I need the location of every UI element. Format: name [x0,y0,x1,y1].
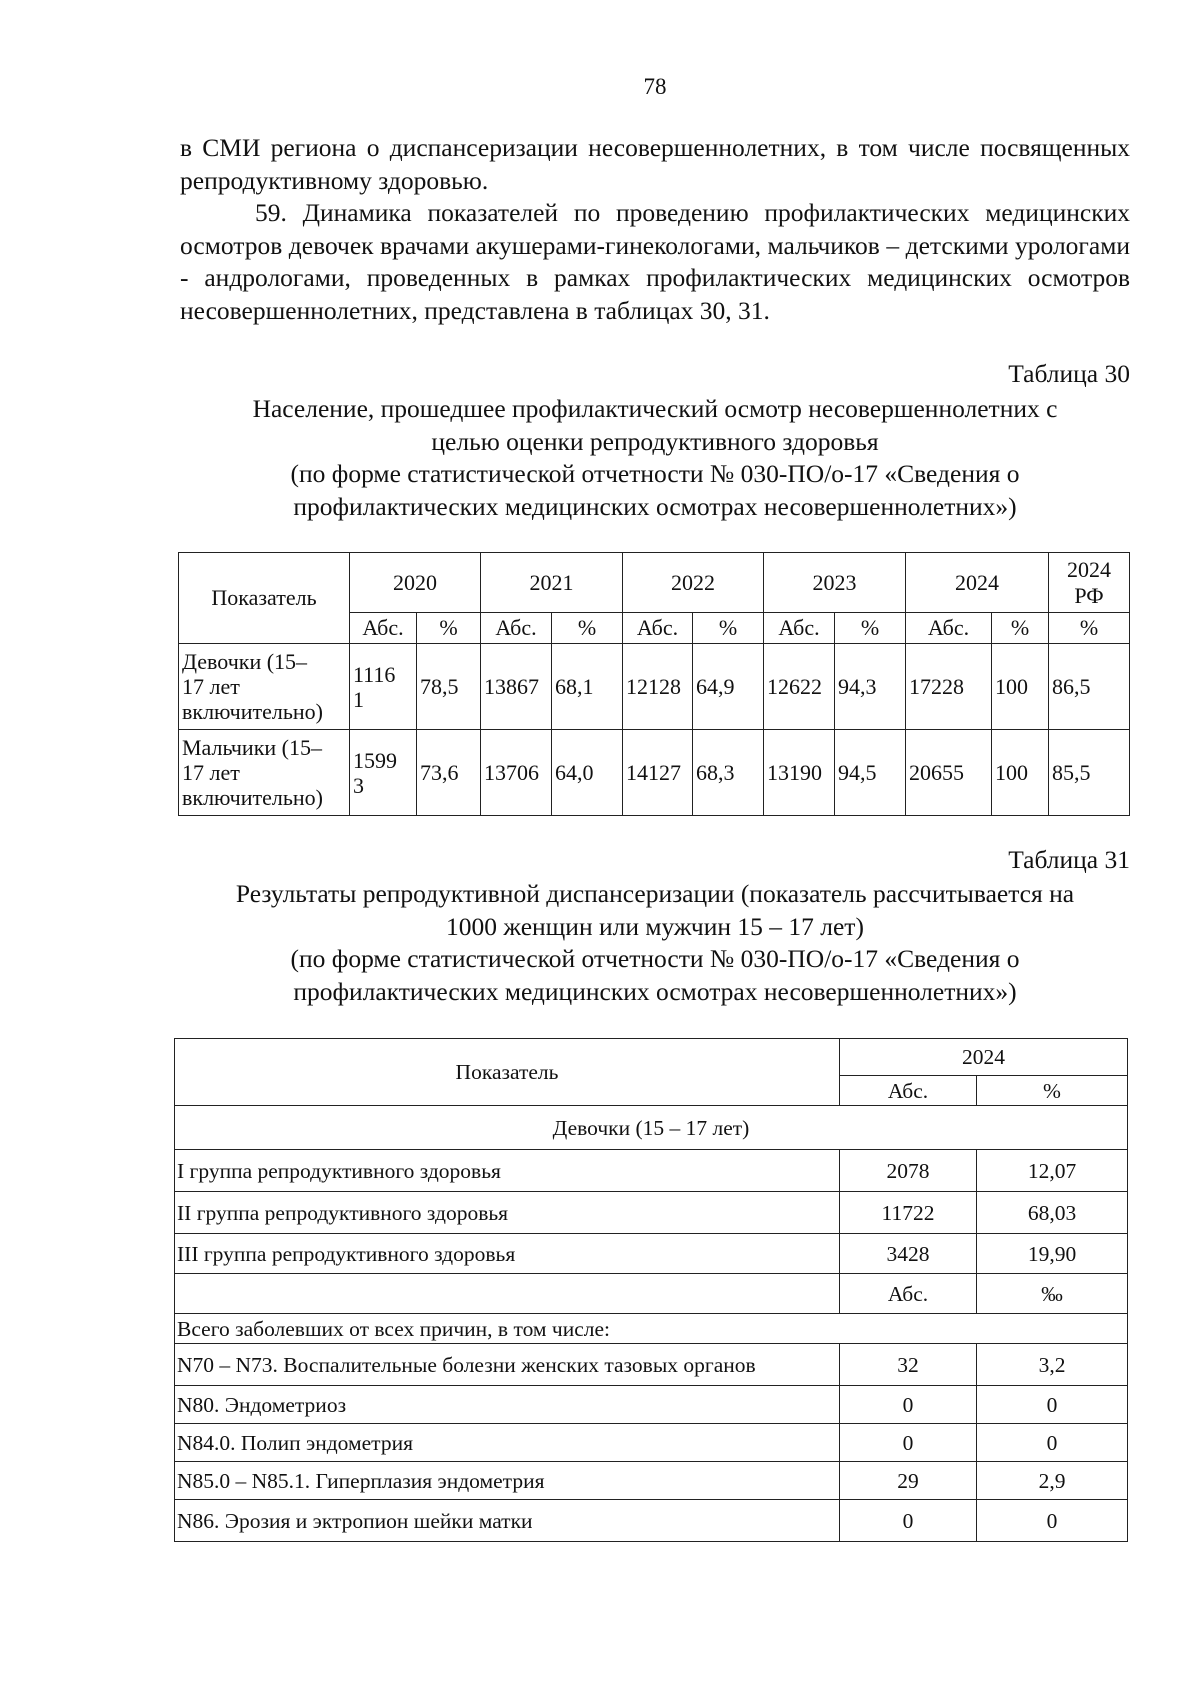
table-cell: 3,2 [977,1344,1128,1386]
caption-line: профилактических медицинских осмотрах несовершеннолетних») [293,976,1017,1006]
row-label-girls [179,644,350,730]
header-abs: Абс. [350,613,417,644]
row-label: N86. Эрозия и эктропион шейки матки [175,1500,840,1542]
caption-line: профилактических медицинских осмотрах несовершеннолетних») [293,491,1017,521]
table-cell: 0 [977,1424,1128,1462]
header-year: 2020 [350,553,481,613]
header-pct: % [552,613,623,644]
header-abs: Абс. [764,613,835,644]
table-30-caption [150,393,1160,523]
cell-abs-2020 [350,730,417,816]
header-rf [1049,553,1130,613]
header-abs: Абс. [481,613,552,644]
header-pct: % [992,613,1049,644]
table-cell: 13706 [481,730,552,816]
header-pct: % [1049,613,1130,644]
table-cell: 78,5 [417,644,481,730]
row-label-line: включительно) [182,699,323,724]
row-label: N80. Эндометриоз [175,1386,840,1424]
table-31-caption [150,878,1160,1008]
header-year: 2021 [481,553,623,613]
header-pct: % [693,613,764,644]
caption-line: Результаты репродуктивной диспансеризации (показатель рассчитывается на [235,879,1075,908]
table-row [179,644,1130,730]
paragraph-intro: в СМИ региона о диспансеризации несовершеннолетних, в том числе посвященных репродуктивному здоровью. [180,133,1130,195]
cell-line: 3 [353,772,364,798]
table-cell: 14127 [623,730,693,816]
header-pct: % [977,1076,1128,1106]
subheader-permille: ‰ [977,1274,1128,1314]
table-cell: 12128 [623,644,693,730]
header-abs: Абс. [623,613,693,644]
caption-line: 1000 женщин или мужчин 15 – 17 лет) [446,911,864,941]
subheader-abs: Абс. [840,1274,977,1314]
caption-line: (по форме статистической отчетности № 030-ПО/о-17 «Сведения о [290,944,1020,973]
table-cell: 94,3 [835,644,906,730]
table-cell: 13190 [764,730,835,816]
table-cell: 2,9 [977,1462,1128,1500]
table-31 [174,1038,1128,1542]
table-31-label: Таблица 31 [1008,845,1130,874]
table-row [175,1150,1128,1192]
table-cell: 11722 [840,1192,977,1234]
row-label-line: 17 лет [182,674,240,699]
table-cell: 68,3 [693,730,764,816]
row-label-boys [179,730,350,816]
table-cell: 12622 [764,644,835,730]
table-row [175,1192,1128,1234]
header-pct: % [835,613,906,644]
header-indicator: Показатель [179,553,350,644]
row-label-line: включительно) [182,785,323,810]
table-cell: 17228 [906,644,992,730]
table-cell: 0 [840,1386,977,1424]
row-label-line: Девочки (15– [182,649,308,674]
table-row [175,1344,1128,1386]
table-row [175,1274,1128,1314]
table-cell: 86,5 [1049,644,1130,730]
cell-abs-2020 [350,644,417,730]
table-row [175,1234,1128,1274]
table-row [175,1500,1128,1542]
table-30 [178,552,1130,816]
header-abs: Абс. [840,1076,977,1106]
header-indicator: Показатель [175,1039,840,1106]
table-30-label: Таблица 30 [1008,359,1130,388]
table-cell: 0 [977,1386,1128,1424]
header-year: 2023 [764,553,906,613]
row-label: III группа репродуктивного здоровья [175,1234,840,1274]
empty-cell [175,1274,840,1314]
row-label: N70 – N73. Воспалительные болезни женских тазовых органов [175,1344,840,1386]
table-cell: 12,07 [977,1150,1128,1192]
section-girls: Девочки (15 – 17 лет) [175,1106,1128,1150]
table-cell: 73,6 [417,730,481,816]
table-cell: 68,1 [552,644,623,730]
header-rf-year: 2024 [1067,556,1111,582]
table-cell: 3428 [840,1234,977,1274]
row-label: N84.0. Полип эндометрия [175,1424,840,1462]
row-label: I группа репродуктивного здоровья [175,1150,840,1192]
table-cell: 2078 [840,1150,977,1192]
cell-line: 1 [353,686,364,712]
paragraph-59: 59. Динамика показателей по проведению профилактических медицинских осмотров девочек врачами акушерами-гинекологами, мальчиков – детскими урологами - андрологами, проведенных в рамках профилактических медицинских осмотров несовершеннолетних, представлена в таблицах 30, 31. [180,198,1130,325]
row-label-line: Мальчики (15– [182,735,322,760]
table-cell: 68,03 [977,1192,1128,1234]
header-year: 2022 [623,553,764,613]
table-cell: 0 [840,1424,977,1462]
table-cell: 100 [992,644,1049,730]
row-label-line: 17 лет [182,760,240,785]
row-label: N85.0 – N85.1. Гиперплазия эндометрия [175,1462,840,1500]
cell-line: 1599 [353,747,397,773]
total-diseases-label: Всего заболевших от всех причин, в том числе: [175,1314,1128,1344]
table-cell: 85,5 [1049,730,1130,816]
table-row [175,1462,1128,1500]
table-row [179,730,1130,816]
cell-line: 1116 [353,661,396,687]
header-abs: Абс. [906,613,992,644]
table-cell: 29 [840,1462,977,1500]
header-rf-label: РФ [1074,582,1104,608]
table-cell: 100 [992,730,1049,816]
caption-line: (по форме статистической отчетности № 030-ПО/о-17 «Сведения о [290,459,1020,488]
table-cell: 0 [840,1500,977,1542]
table-cell: 13867 [481,644,552,730]
header-pct: % [417,613,481,644]
table-cell: 94,5 [835,730,906,816]
header-year: 2024 [906,553,1049,613]
caption-line: целью оценки репродуктивного здоровья [431,426,879,456]
table-cell: 64,9 [693,644,764,730]
table-cell: 20655 [906,730,992,816]
table-row [175,1424,1128,1462]
table-cell: 64,0 [552,730,623,816]
table-row [175,1386,1128,1424]
row-label: II группа репродуктивного здоровья [175,1192,840,1234]
caption-line: Население, прошедшее профилактический осмотр несовершеннолетних с [252,394,1058,423]
table-cell: 19,90 [977,1234,1128,1274]
page-number: 78 [643,74,667,99]
table-cell: 32 [840,1344,977,1386]
table-cell: 0 [977,1500,1128,1542]
header-year: 2024 [840,1039,1128,1076]
